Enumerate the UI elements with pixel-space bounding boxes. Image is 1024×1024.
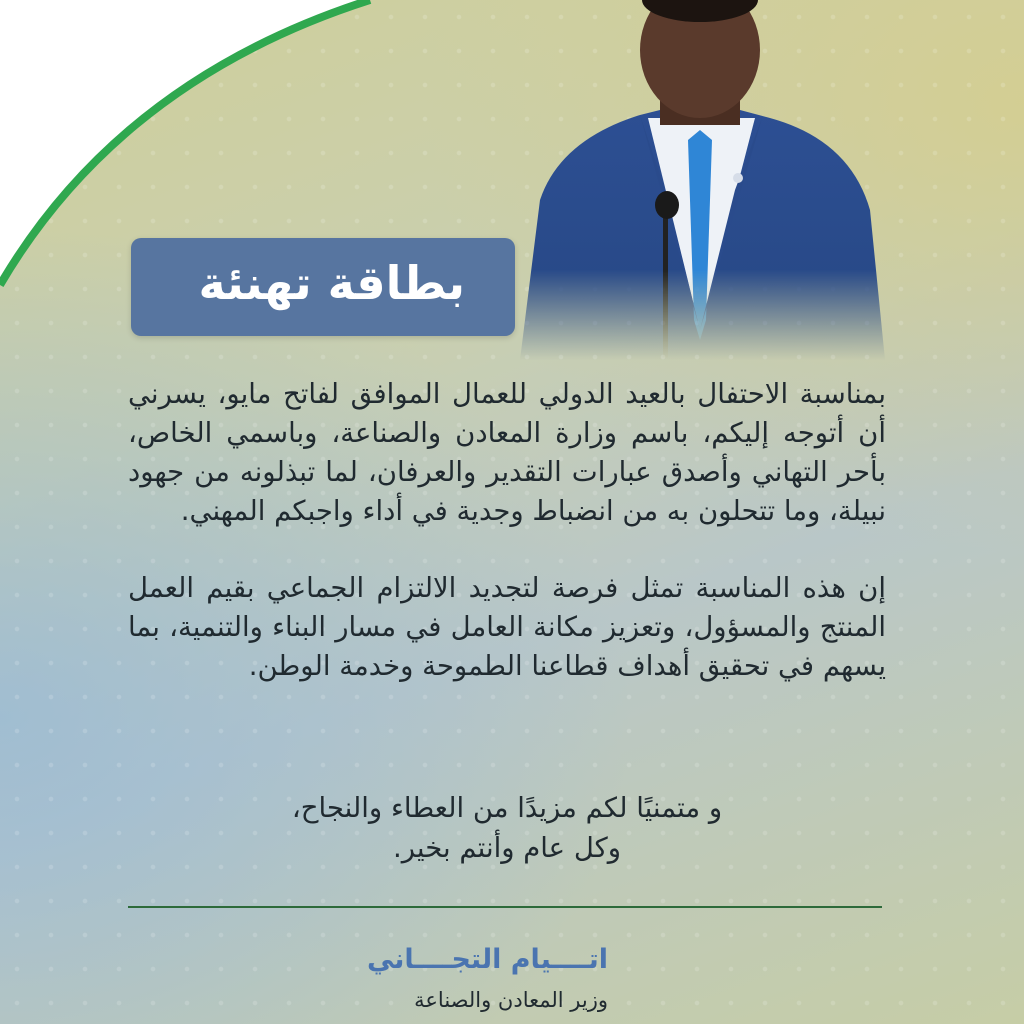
signature-name: اتــــيام التجــــاني bbox=[366, 944, 608, 975]
message-body bbox=[128, 375, 886, 686]
closing-line-1: و متمنيًا لكم مزيدًا من العطاء والنجاح، bbox=[291, 792, 723, 824]
minister-photo bbox=[500, 0, 900, 360]
page-title: بطاقة تهنئة bbox=[198, 256, 465, 310]
title-banner bbox=[131, 238, 515, 336]
message-paragraph-1: بمناسبة الاحتفال بالعيد الدولي للعمال الموافق لفاتح مايو، يسرني أن أتوجه إليكم، باسم وزارة المعادن والصناعة، وباسمي الخاص، بأحر التهاني وأصدق عبارات التقدير والعرفان، لما تبذلونه من جهود نبيلة، وما تتحلون به من انضباط وجدية في أداء واجبكم المهني. bbox=[128, 378, 886, 527]
closing-wishes bbox=[128, 788, 886, 868]
message-paragraph-2: إن هذه المناسبة تمثل فرصة لتجديد الالتزام الجماعي بقيم العمل المنتج والمسؤول، وتعزيز مكانة العامل في مسار البناء والتنمية، بما يسهم في تحقيق أهداف قطاعنا الطموحة وخدمة الوطن. bbox=[128, 572, 886, 682]
closing-line-2: وكل عام وأنتم بخير. bbox=[392, 832, 622, 864]
divider-line bbox=[128, 906, 882, 908]
signature-title: وزير المعادن والصناعة bbox=[414, 988, 608, 1012]
